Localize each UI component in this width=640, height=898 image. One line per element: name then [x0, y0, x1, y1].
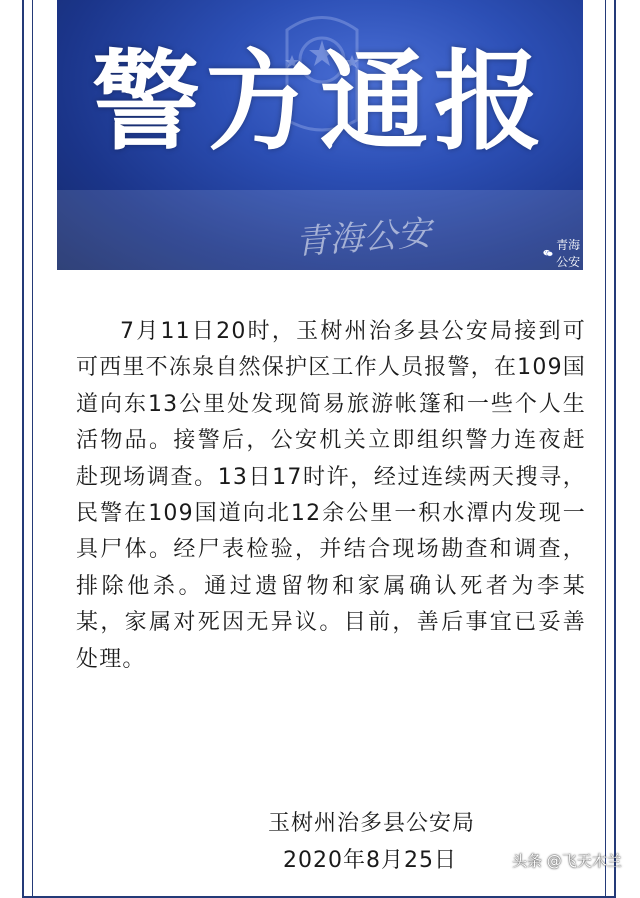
banner-calligraphy-signature: 青海公安 — [294, 213, 433, 263]
banner-title: 警方通报 — [91, 39, 548, 165]
wechat-account-name: 青海公安 — [556, 238, 581, 269]
notice-body: 7月11日20时，玉树州治多县公安局接到可可西里不冻泉自然保护区工作人员报警，在109国道向东13公里处发现简易旅游帐篷和一些个人生活物品。接警后，公安机关立即组织警力连夜赶赴现场调查。13日17时许，经过连续两天搜寻，民警在109国道向北12余公里一积水潭内发现一具尸体。经尸表检验，并结合现场勘查和调查，排除他杀。通过遗留物和家属确认死者为李某某，家属对死因无异议。目前，善后事宜已妥善处理。 — [76, 319, 586, 672]
source-watermark: 头条 @飞天木兰 — [512, 852, 622, 870]
wechat-icon — [543, 246, 553, 260]
police-notice-banner — [57, 0, 583, 270]
signature-organization: 玉树州治多县公安局 — [268, 811, 476, 836]
signature-date: 2020年8月25日 — [283, 848, 457, 873]
wechat-account-badge — [543, 236, 583, 270]
